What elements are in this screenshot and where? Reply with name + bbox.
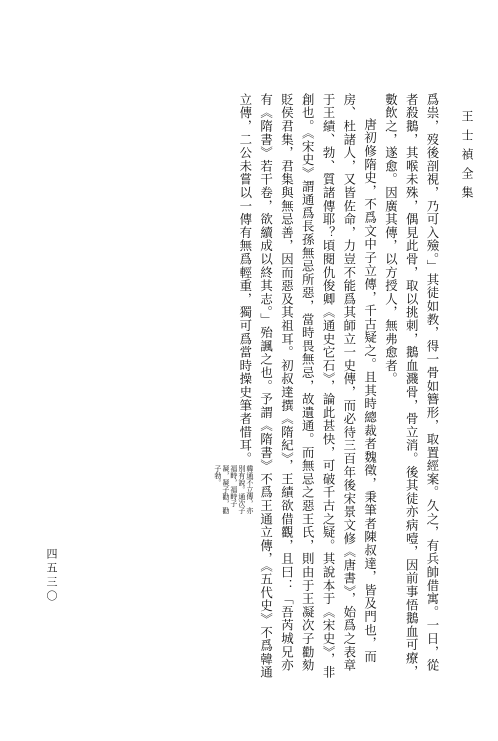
- running-header-book-title: 王士禎全集: [460, 110, 474, 205]
- interlinear-note: 韓通不立傳，亦別有說。通次子福畤，福畤子凝，凝子勸，勸子勃。: [213, 465, 254, 515]
- page-number: 四五三〇: [45, 548, 58, 604]
- paragraph-2-text: 唐初修隋史，不爲文中子立傳，千古疑之。且其時總裁者魏徵，秉筆者陳叔達，皆及門也，而房、杜諸人，又皆佐命，力豈不能爲其師立一史傳，而必待三百年後宋景文修《唐書》，始爲之表章于王績、勃、質諸傳耶？頃閱仇俊卿《通史它石》，論此甚快，可破千古之疑。其說本于《宋史》，非創也。《宋史》謂通爲長孫無忌所惡，當時畏無忌，故遺通。而無忌之惡王氏，則由于王凝次子勸劾貶侯君集，君集與無忌善，因而惡及其祖耳。初叔達撰《隋紀》，王績欲借觀，且曰：「吾芮城兄亦有《隋書》若干卷，欲續成以終其志。」殆諷之也。予謂《隋書》不爲王通立傳，《五代史》不爲韓通立傳，二公未嘗以一傳有無爲輕重，獨可爲當時操史筆者惜耳。: [237, 93, 378, 680]
- paragraph-1-text: 爲祟，歿後剖視，乃可入殮。」其徒如教，得一骨如簪形，取置經案。久之，有兵帥借寓。一日，從者殺鵝，其喉未殊，偶見此骨，取以挑刺，鵝血濺骨，骨立消。後其徒亦病噎，因前事悟鵝血可療，數飲之，遂愈。因廣其傳，以方授人，無弗愈者。: [383, 93, 440, 679]
- paragraph-continued: [380, 93, 442, 685]
- body-text-column-block: [80, 93, 442, 685]
- paragraph-wen-zhong-zi: [213, 93, 380, 685]
